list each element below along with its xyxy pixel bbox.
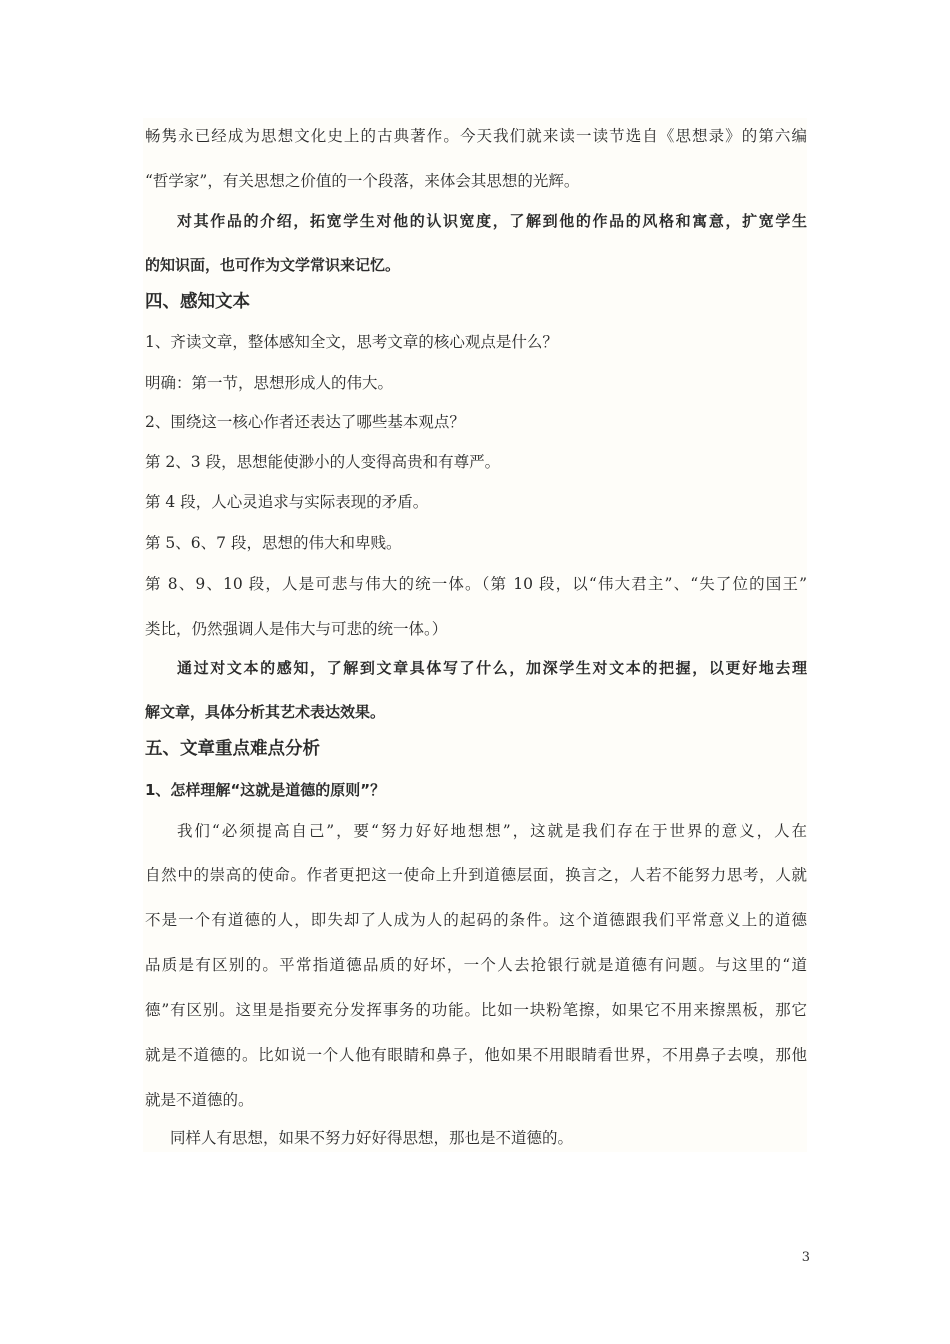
paragraph-line: 德”有区别。这里是指要充分发挥事务的功能。比如一块粉笔擦，如果它不用来擦黑板，那它	[145, 1001, 807, 1019]
paragraph-line: 不是一个有道德的人，即失却了人成为人的起码的条件。这个道德跟我们平常意义上的道德	[145, 911, 807, 929]
answer-point: 类比，仍然强调人是伟大与可悲的统一体。）	[145, 620, 448, 638]
paragraph-line: 我们“必须提高自己”，要“努力好好地想想”，这就是我们存在于世界的意义，人在	[177, 822, 807, 840]
teaching-note: 解文章，具体分析其艺术表达效果。	[145, 703, 386, 721]
subheading-1: 1、怎样理解“这就是道德的原则”？	[145, 781, 386, 799]
question-2: 2、围绕这一核心作者还表达了哪些基本观点？	[145, 413, 465, 431]
teaching-note: 对其作品的介绍，拓宽学生对他的认识宽度，了解到他的作品的风格和寓意，扩宽学生	[177, 212, 807, 230]
paragraph-line: 就是不道德的。比如说一个人他有眼睛和鼻子，他如果不用眼睛看世界，不用鼻子去嗅，那他	[145, 1046, 807, 1064]
teaching-note: 的知识面，也可作为文学常识来记忆。	[145, 256, 401, 274]
answer-point: 第 4 段，人心灵追求与实际表现的矛盾。	[145, 493, 429, 511]
question-1: 1、齐读文章，整体感知全文，思考文章的核心观点是什么？	[145, 333, 558, 351]
teaching-note: 通过对文本的感知，了解到文章具体写了什么，加深学生对文本的把握，以更好地去理	[177, 659, 807, 677]
paragraph-line: 同样人有思想，如果不努力好好得思想，那也是不道德的。	[170, 1129, 574, 1147]
section-heading-5: 五、文章重点难点分析	[145, 739, 320, 759]
paragraph-line: 就是不道德的。	[145, 1091, 254, 1109]
answer-point: 第 2、3 段，思想能使渺小的人变得高贵和有尊严。	[145, 453, 501, 471]
page-number: 3	[801, 1250, 810, 1265]
answer-point: 第 8、9、10 段，人是可悲与伟大的统一体。（第 10 段，以“伟大君主”、“失了位的国王”	[145, 575, 807, 593]
text-line: “哲学家”，有关思想之价值的一个段落，来体会其思想的光辉。	[145, 172, 580, 190]
answer-1: 明确：第一节，思想形成人的伟大。	[145, 374, 394, 392]
section-heading-4: 四、感知文本	[145, 292, 250, 312]
text-line: 畅隽永已经成为思想文化史上的古典著作。今天我们就来读一读节选自《思想录》的第六编	[145, 127, 807, 145]
paragraph-line: 自然中的崇高的使命。作者更把这一使命上升到道德层面，换言之，人若不能努力思考，人就	[145, 866, 807, 884]
answer-point: 第 5、6、7 段，思想的伟大和卑贱。	[145, 534, 402, 552]
paragraph-line: 品质是有区别的。平常指道德品质的好坏，一个人去抢银行就是道德有问题。与这里的“道	[145, 956, 807, 974]
